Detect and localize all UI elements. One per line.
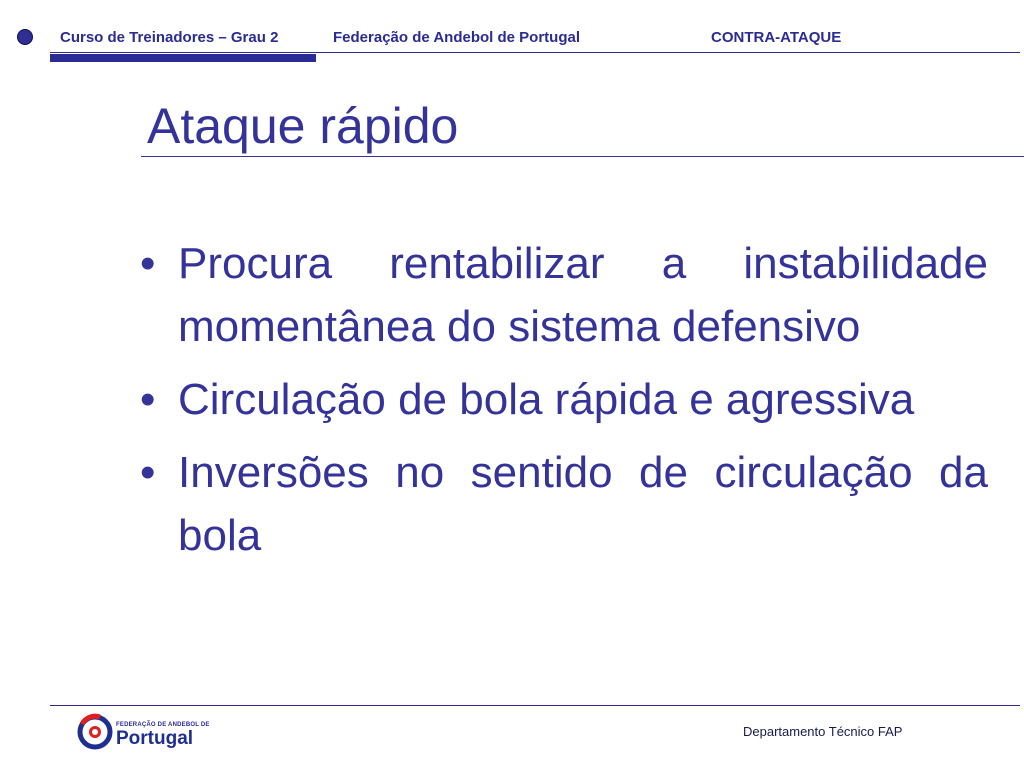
bullet-item: [140, 232, 988, 358]
header-accent-bar: [50, 54, 316, 62]
slide-title: Ataque rápido: [147, 98, 459, 154]
logo-big-text: Portugal: [116, 728, 194, 749]
bullet-text: Circulação de bola rápida e agressiva: [178, 375, 915, 424]
fap-emblem-icon: [76, 710, 116, 752]
footer-divider: [50, 705, 1020, 706]
bullet-list: [140, 232, 988, 577]
bullet-icon: •: [140, 375, 156, 424]
title-underline: [141, 156, 1024, 157]
header-divider: [50, 52, 1020, 53]
logo-small-text: FEDERAÇÃO DE ANDEBOL DE: [116, 722, 210, 728]
bullet-text: Inversões no sentido de circulação da bola: [178, 448, 988, 560]
bullet-icon: •: [140, 239, 156, 288]
footer-department: Departamento Técnico FAP: [743, 724, 903, 739]
header-topic: CONTRA-ATAQUE: [711, 29, 842, 46]
header-dot-icon: [17, 29, 33, 45]
fap-logo: [76, 710, 210, 752]
bullet-item: [140, 368, 988, 431]
header-course: Curso de Treinadores – Grau 2: [60, 29, 279, 46]
bullet-item: [140, 441, 988, 567]
header-federation: Federação de Andebol de Portugal: [333, 29, 580, 46]
bullet-text: Procura rentabilizar a instabilidade momentânea do sistema defensivo: [178, 239, 988, 351]
bullet-icon: •: [140, 448, 156, 497]
